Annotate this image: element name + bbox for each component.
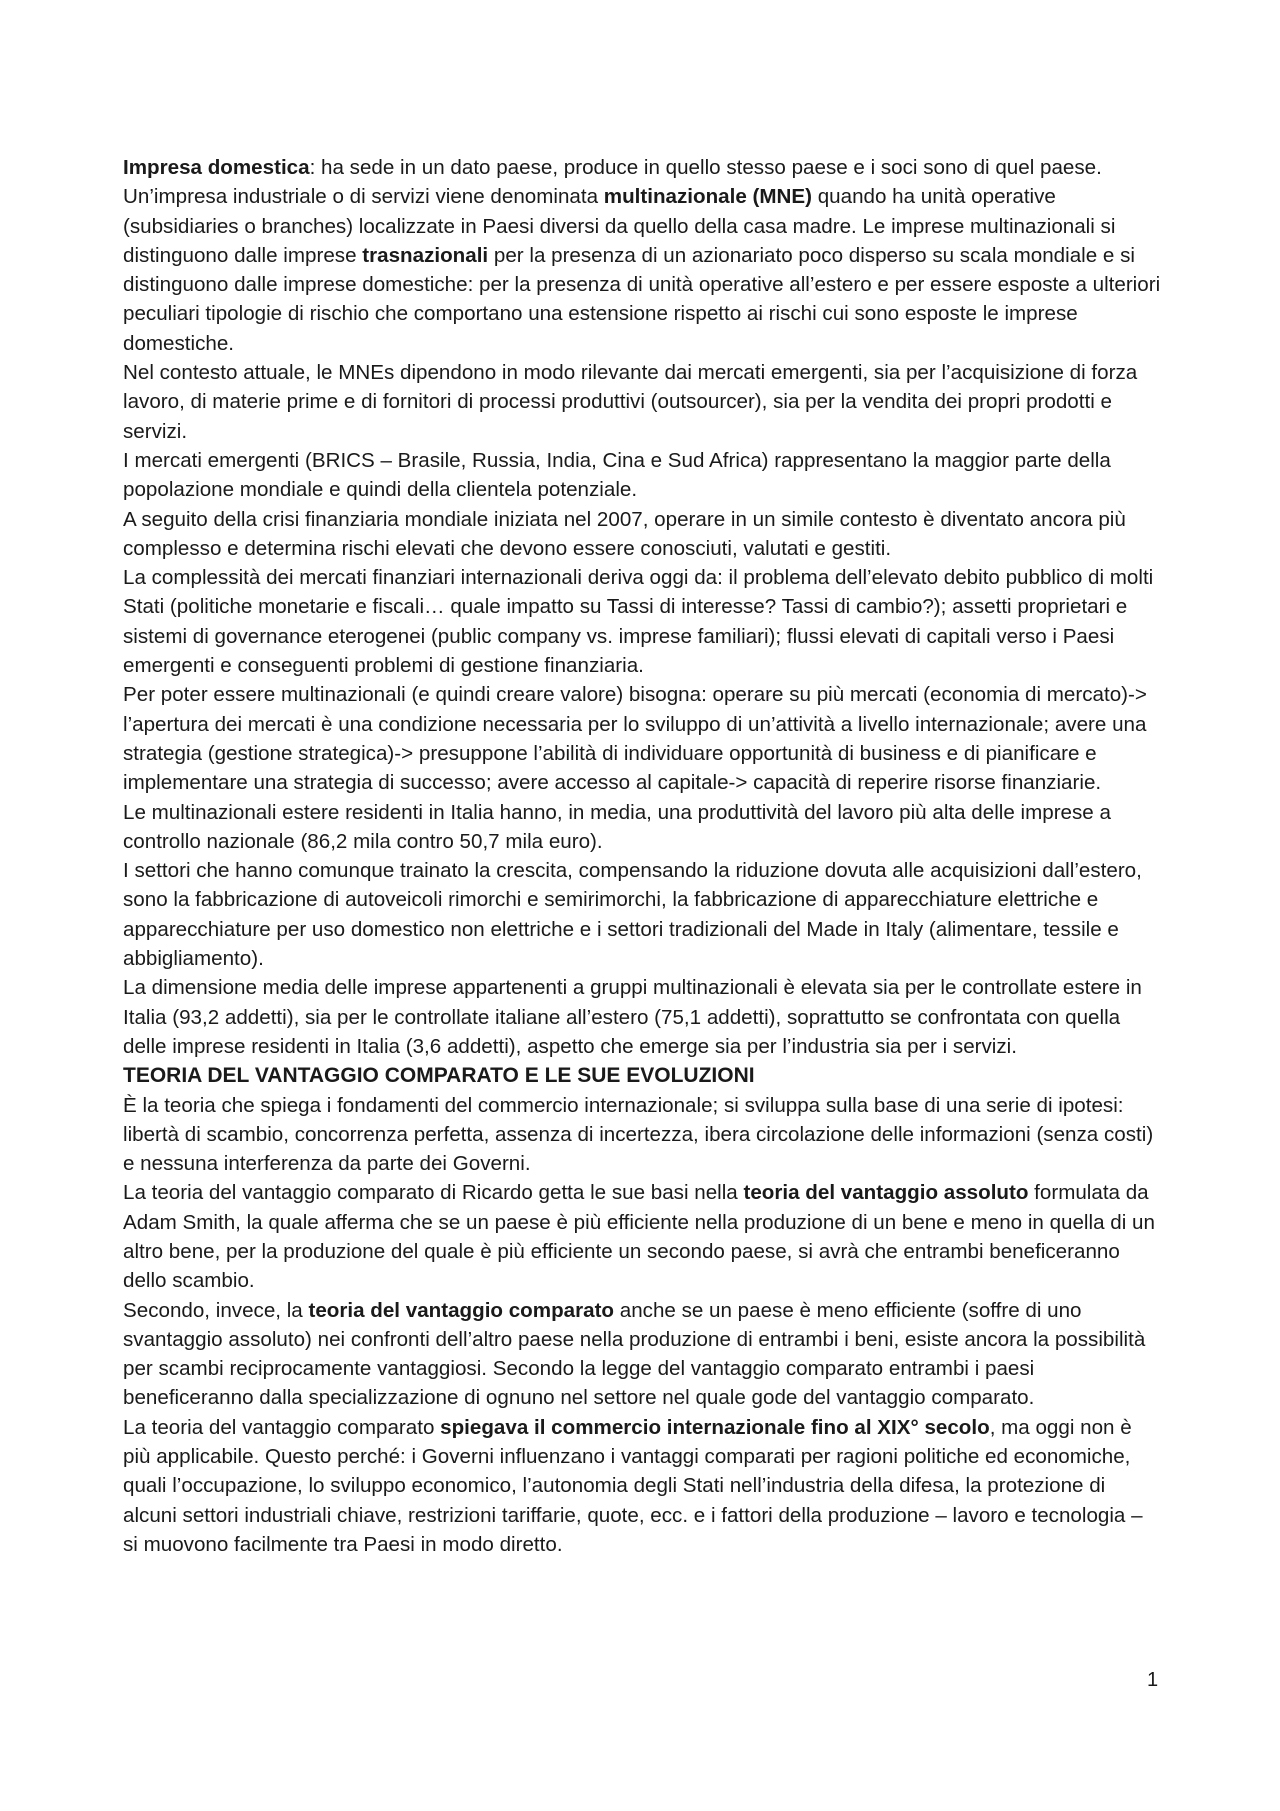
text-run: formulata da Adam Smith, la quale afferma che se un paese è più efficiente nella produzione di un bene e meno in quella di un altro bene, per la produzione del quale è più efficiente un secondo paese, si avrà che entrambi beneficeranno dello scambio. [123,1181,1155,1293]
paragraph-p14 [123,1413,1163,1559]
page-body [123,153,1163,1559]
text-run: quando ha unità operative (subsidiaries o branches) localizzate in Paesi diversi da quello della casa madre. Le imprese multinazionali si distinguono dalle imprese [123,185,1116,267]
text-run: Secondo, invece, la [123,1298,309,1322]
paragraph-p3 [123,358,1163,446]
text-run: per la presenza di un azionariato poco disperso su scala mondiale e si distinguono dalle imprese domestiche: per la presenza di unità operative all’estero e per essere esposte a ulteriori peculiari tipologie di rischio che comportano una estensione rispetto ai rischi cui sono esposte le imprese domestiche. [123,243,1161,355]
paragraph-p7 [123,680,1163,797]
bold-term: trasnazionali [362,243,489,267]
paragraph-p8 [123,798,1163,857]
bold-term: multinazionale (MNE) [603,185,812,209]
text-run: Un’impresa industriale o di servizi viene denominata [123,185,604,209]
text-run: Nel contesto attuale, le MNEs dipendono in modo rilevante dai mercati emergenti, sia per l’acquisizione di forza lavoro, di materie prime e di fornitori di processi produttivi (outsourcer), sia per la vendita dei propri prodotti e servizi. [123,361,1138,443]
paragraph-p12 [123,1178,1163,1295]
paragraph-p1 [123,153,1163,182]
text-run: A seguito della crisi finanziaria mondiale iniziata nel 2007, operare in un simile contesto è diventato ancora più complesso e determina rischi elevati che devono essere conosciuti, valutati e gestiti. [123,507,1126,560]
text-run: La teoria del vantaggio comparato di Ricardo getta le sue basi nella [123,1181,744,1205]
text-run: I mercati emergenti (BRICS – Brasile, Russia, India, Cina e Sud Africa) rappresentano la maggior parte della popolazione mondiale e quindi della clientela potenziale. [123,448,1111,502]
text-run: La teoria del vantaggio comparato [123,1415,441,1439]
text-run: Per poter essere multinazionali (e quindi creare valore) bisogna: operare su più mercati (economia di mercato)-> l’apertura dei mercati è una condizione necessaria per lo sviluppo di un’attività a livello internazionale; avere una strategia (gestione strategica)-> presuppone l’abilità di individuare opportunità di business e di pianificare e implementare una strategia di successo; avere accesso al capitale-> capacità di reperire risorse finanziarie. [123,683,1147,795]
text-run: anche se un paese è meno efficiente (soffre di uno svantaggio assoluto) nei confronti dell’altro paese nella produzione di entrambi i beni, esiste ancora la possibilità per scambi reciprocamente vantaggiosi. Secondo la legge del vantaggio comparato entrambi i paesi beneficeranno dalla specializzazione di ognuno nel settore nel quale gode del vantaggio comparato. [123,1298,1146,1410]
text-run: , ma oggi non è più applicabile. Questo perché: i Governi influenzano i vantaggi comparati per ragioni politiche ed economiche, quali l’occupazione, lo sviluppo economico, l’autonomia degli Stati nell’industria della difesa, la protezione di alcuni settori industriali chiave, restrizioni tariffarie, quote, ecc. e i fattori della produzione – lavoro e tecnologia – si muovono facilmente tra Paesi in modo diretto. [123,1415,1143,1556]
text-run: I settori che hanno comunque trainato la crescita, compensando la riduzione dovuta alle acquisizioni dall’estero, sono la fabbricazione di autoveicoli rimorchi e semirimorchi, la fabbricazione di apparecchiature elettriche e apparecchiature per uso domestico non elettriche e i settori tradizionali del Made in Italy (alimentare, tessile e abbigliamento). [123,859,1142,971]
text-run: TEORIA DEL VANTAGGIO COMPARATO E LE SUE EVOLUZIONI [123,1064,755,1088]
paragraph-p10 [123,973,1163,1061]
paragraph-p13 [123,1296,1163,1413]
paragraph-p4 [123,446,1163,505]
paragraph-p6 [123,563,1163,680]
paragraph-p9 [123,856,1163,973]
bold-term: Impresa domestica [123,156,310,179]
bold-term: spiegava il commercio internazionale fino al XIX° secolo [440,1415,990,1439]
text-run: La dimensione media delle imprese appartenenti a gruppi multinazionali è elevata sia per le controllate estere in Italia (93,2 addetti), sia per le controllate italiane all’estero (75,1 addetti), soprattutto se confrontata con quella delle imprese residenti in Italia (3,6 addetti), aspetto che emerge sia per l’industria sia per i servizi. [123,976,1142,1058]
text-run: La complessità dei mercati finanziari internazionali deriva oggi da: il problema dell’elevato debito pubblico di molti Stati (politiche monetarie e fiscali… quale impatto su Tassi di interesse? Tassi di cambio?); assetti proprietari e sistemi di governance eterogenei (public company vs. imprese familiari); flussi elevati di capitali verso i Paesi emergenti e conseguenti problemi di gestione finanziaria. [123,566,1154,678]
paragraph-p2 [123,182,1163,358]
section-heading [123,1061,1163,1090]
bold-term: teoria del vantaggio comparato [308,1298,615,1322]
paragraph-p5 [123,505,1163,564]
text-run: : ha sede in un dato paese, produce in quello stesso paese e i soci sono di quel paese. [309,156,1102,179]
paragraph-p11 [123,1091,1163,1179]
page-number: 1 [1147,1669,1159,1691]
text-run: Le multinazionali estere residenti in Italia hanno, in media, una produttività del lavoro più alta delle imprese a controllo nazionale (86,2 mila contro 50,7 mila euro). [123,800,1111,853]
text-run: È la teoria che spiega i fondamenti del commercio internazionale; si sviluppa sulla base di una serie di ipotesi: libertà di scambio, concorrenza perfetta, assenza di incertezza, ibera circolazione delle informazioni (senza costi) e nessuna interferenza da parte dei Governi. [123,1093,1154,1176]
bold-term: teoria del vantaggio assoluto [743,1181,1029,1205]
